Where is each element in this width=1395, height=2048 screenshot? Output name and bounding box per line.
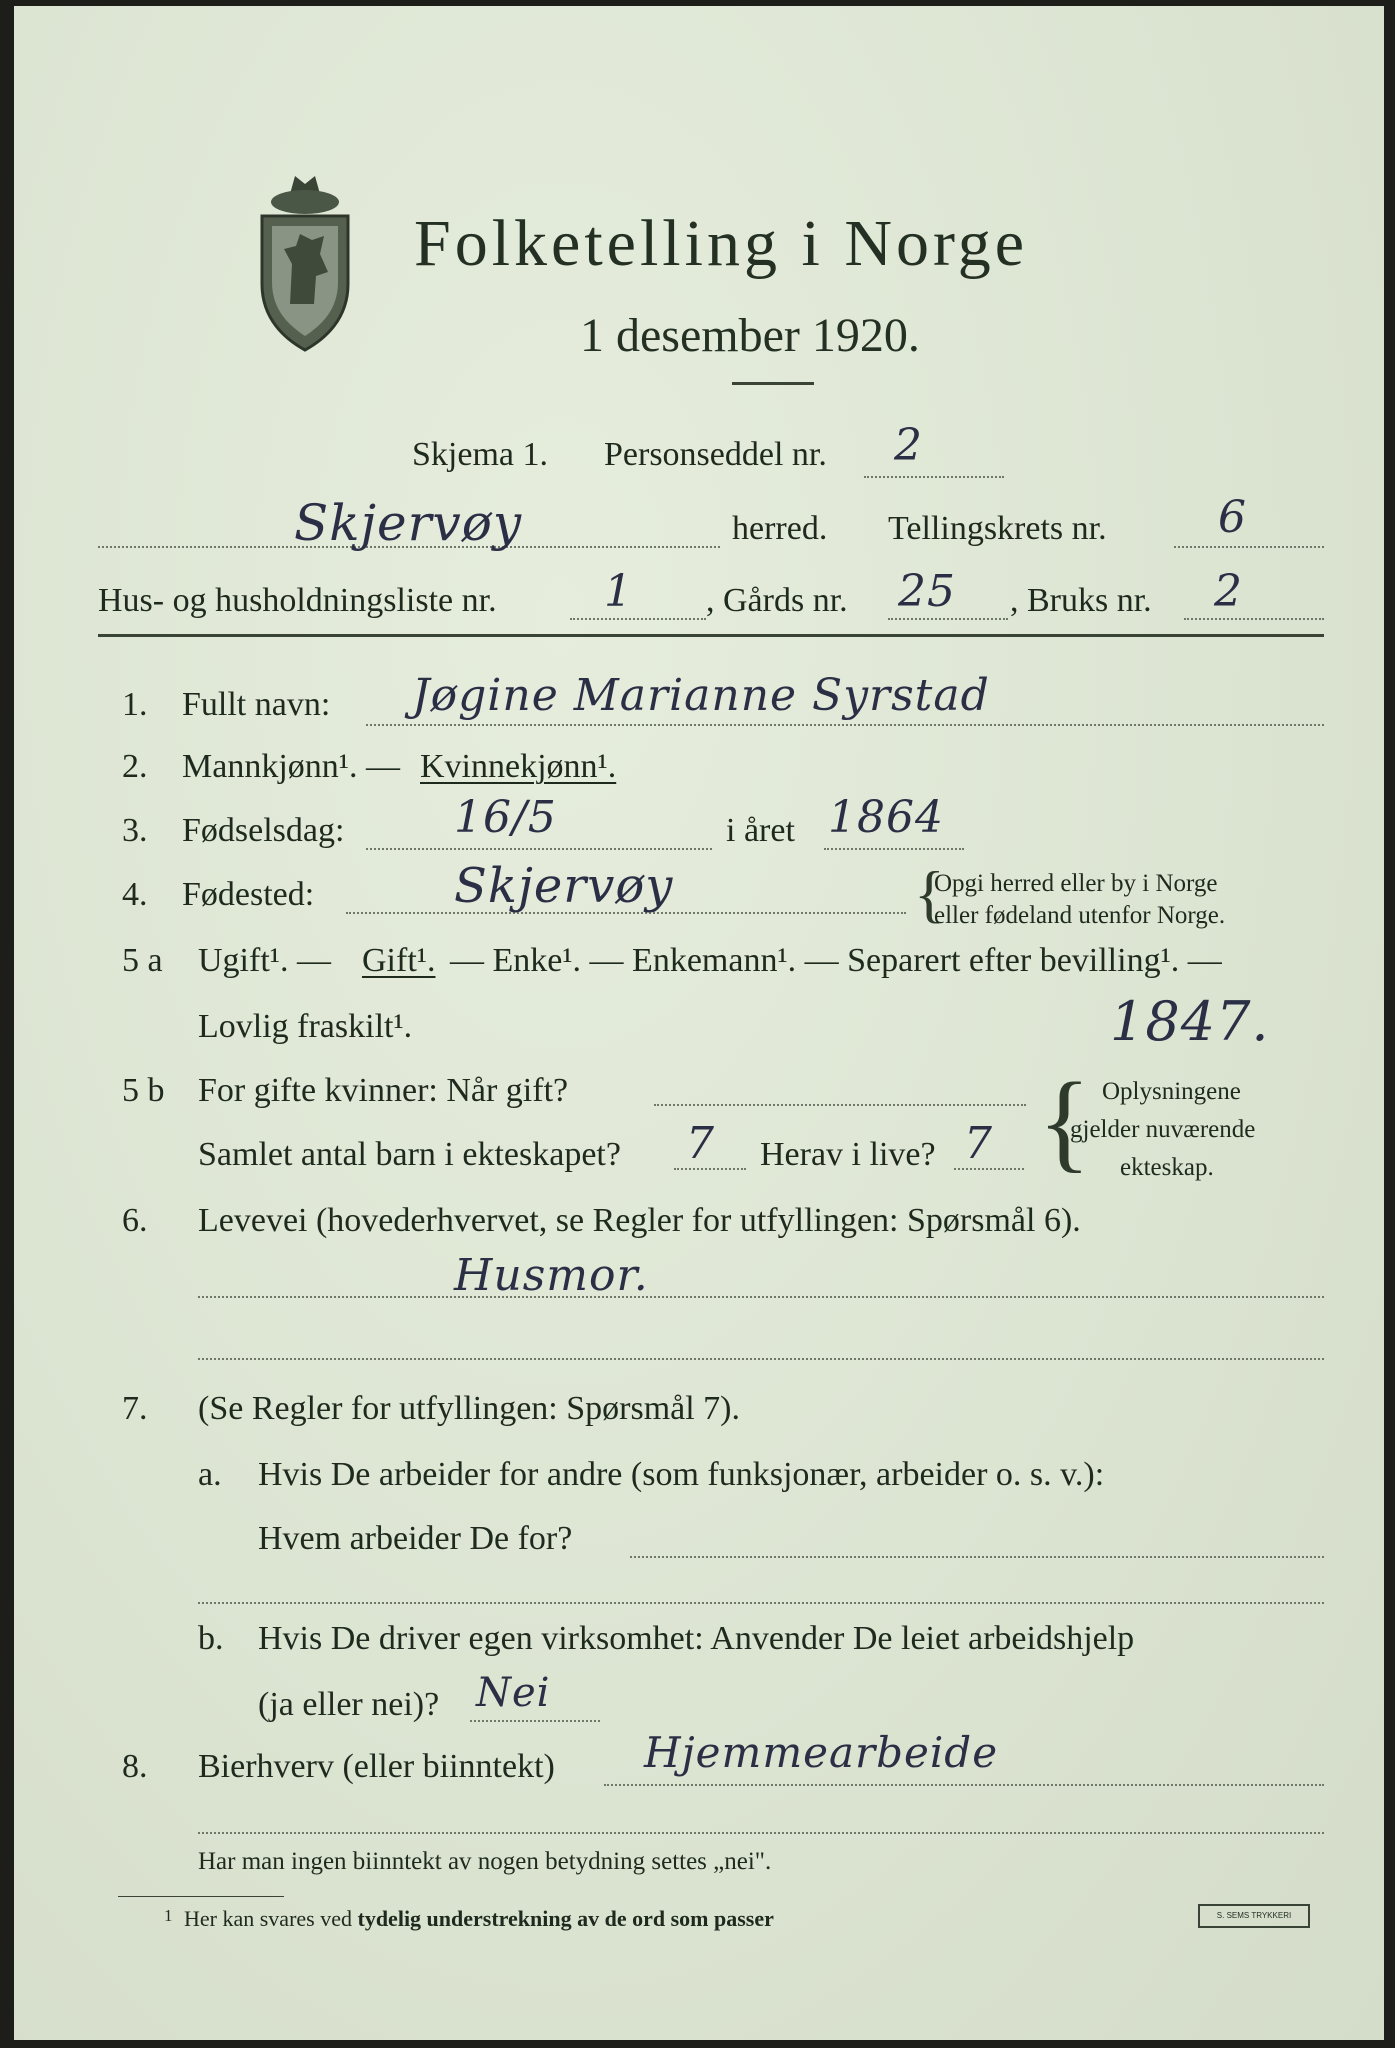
q5a-number: 5 a: [122, 942, 163, 979]
q5b-label: For gifte kvinner: Når gift?: [198, 1072, 569, 1109]
side-income-value: Hjemmearbeide: [644, 1728, 999, 1777]
q5b-note-1: Oplysningene: [1102, 1078, 1241, 1105]
q8-number: 8.: [122, 1748, 148, 1785]
q3-label: Fødselsdag:: [182, 812, 345, 849]
husliste-label: Hus- og husholdningsliste nr.: [98, 582, 497, 619]
census-form: Folketelling i Norge 1 desember 1920. Skjema 1. Personseddel nr. 2 Skjervøy herred. Tellingskrets nr. 6 Hus- og husholdningsliste nr. 1 , Gårds nr. 25 , Bruks nr. 2 1. Fullt navn: Jøgine Marianne Syrstad 2. Mannkjønn¹. — Kvinnekjønn¹. 3. Fødselsdag: 16/5 i året 1864 4. Fødested: Skjervøy { Opgi herred eller by i Norge eller fødeland utenfor Norge. 5 a Ugift¹. — Gift¹. — Enke¹. — Enkemann¹. — Separert efter bevilling¹. — Lovlig fraskilt¹. 1847. 5 b For gifte kvinner: Når gift? Samlet antal barn i ekteskapet? 7 Herav i live? 7 { Oplysningene gjelder nuværende ekteskap. 6. Levevei (hovederhvervet, se Regler for utfyllingen: Spørsmål 6). Husmor. 7. (Se Regler for utfyllingen: Spørsmål 7). a. Hvis De arbeider for andre (som funksjonær, arbeider o. s. v.): Hvem arbeider De for? b. Hvis De driver egen virksomhet: Anvender De leiet arbeidshjelp (ja eller nei)? Nei 8. Bierhverv (eller biinntekt) Hjemmearbeide Har man ingen biinntekt av nogen betydning settes „nei". 1 Her kan svares ved tydelig understrekning av de ord som passer S. SEMS TRYKKERI: [14, 6, 1384, 2040]
footnote-number: 1: [164, 1906, 173, 1925]
q5b-alive-label: Herav i live?: [760, 1136, 936, 1173]
q4-label: Fødested:: [182, 876, 315, 913]
personseddel-value: 2: [894, 420, 923, 471]
q7a-letter: a.: [198, 1456, 222, 1493]
bruks-label: , Bruks nr.: [1010, 582, 1152, 619]
birthplace-value: Skjervøy: [454, 858, 674, 914]
q4-note-1: Opgi herred eller by i Norge: [934, 870, 1218, 897]
q6-number: 6.: [122, 1202, 148, 1239]
q2-number: 2.: [122, 748, 148, 785]
census-date: 1 desember 1920.: [580, 309, 920, 362]
gards-value: 25: [898, 566, 956, 617]
skjema-label: Skjema 1.: [412, 436, 548, 473]
q7b-text: Hvis De driver egen virksomhet: Anvender De leiet arbeidshjelp: [258, 1620, 1135, 1657]
herred-value: Skjervøy: [294, 494, 523, 552]
q5a-gift: Gift¹.: [362, 942, 436, 979]
q2-female-option: Kvinnekjønn¹.: [420, 748, 617, 785]
footnote-rule: [118, 1896, 284, 1897]
q3-year-label: i året: [726, 812, 795, 849]
q7b-text2: (ja eller nei)?: [258, 1686, 440, 1723]
q5b-number: 5 b: [122, 1072, 165, 1109]
title-divider: [732, 382, 814, 385]
footer-note: Har man ingen biinntekt av nogen betydning settes „nei".: [198, 1848, 772, 1875]
children-count-value: 7: [686, 1118, 715, 1169]
q5b-children-label: Samlet antal barn i ekteskapet?: [198, 1136, 621, 1173]
hired-help-value: Nei: [476, 1670, 551, 1716]
footnote-text: [184, 1906, 774, 1932]
q7a-text: Hvis De arbeider for andre (som funksjonær, arbeider o. s. v.):: [258, 1456, 1105, 1493]
q7b-letter: b.: [198, 1620, 224, 1657]
birth-year-value: 1864: [828, 792, 944, 843]
footnote-pre: Her kan svares ved: [184, 1906, 352, 1931]
q7-label: (Se Regler for utfyllingen: Spørsmål 7).: [198, 1390, 741, 1427]
q7-number: 7.: [122, 1390, 148, 1427]
norway-coat-of-arms-icon: [250, 154, 360, 354]
tellingskrets-value: 6: [1218, 492, 1247, 543]
q5b-note-2: gjelder nuværende: [1070, 1116, 1256, 1143]
q6-label: Levevei (hovederhvervet, se Regler for utfyllingen: Spørsmål 6).: [198, 1202, 1081, 1239]
q1-number: 1.: [122, 686, 148, 723]
q1-label: Fullt navn:: [182, 686, 331, 723]
bruks-value: 2: [1214, 566, 1243, 617]
q5a-other-options: — Enke¹. — Enkemann¹. — Separert efter bevilling¹. —: [450, 942, 1222, 979]
herred-label: herred.: [732, 510, 828, 547]
q4-number: 4.: [122, 876, 148, 913]
header-rule: [98, 634, 1324, 637]
children-alive-value: 7: [964, 1118, 993, 1169]
q8-label: Bierhverv (eller biinntekt): [198, 1748, 555, 1785]
q7a-text2: Hvem arbeider De for?: [258, 1520, 573, 1557]
footnote-bold: tydelig understrekning av de ord som passer: [357, 1906, 774, 1931]
full-name-value: Jøgine Marianne Syrstad: [412, 670, 990, 721]
birthdate-value: 16/5: [454, 792, 557, 843]
q5a-fraskilt: Lovlig fraskilt¹.: [198, 1008, 413, 1045]
form-title: Folketelling i Norge: [414, 207, 1029, 280]
printer-stamp: S. SEMS TRYKKERI: [1198, 1904, 1310, 1928]
q5b-note-3: ekteskap.: [1120, 1154, 1214, 1181]
gards-label: , Gårds nr.: [706, 582, 848, 619]
occupation-value: Husmor.: [454, 1250, 649, 1301]
personseddel-label: Personseddel nr.: [604, 436, 827, 473]
q2-male-option: Mannkjønn¹. —: [182, 748, 400, 785]
q5a-ugift: Ugift¹. —: [198, 942, 331, 979]
q4-note-2: eller fødeland utenfor Norge.: [934, 902, 1226, 929]
margin-note-1847: 1847.: [1110, 990, 1270, 1053]
tellingskrets-label: Tellingskrets nr.: [888, 510, 1107, 547]
q3-number: 3.: [122, 812, 148, 849]
husliste-value: 1: [604, 566, 633, 617]
